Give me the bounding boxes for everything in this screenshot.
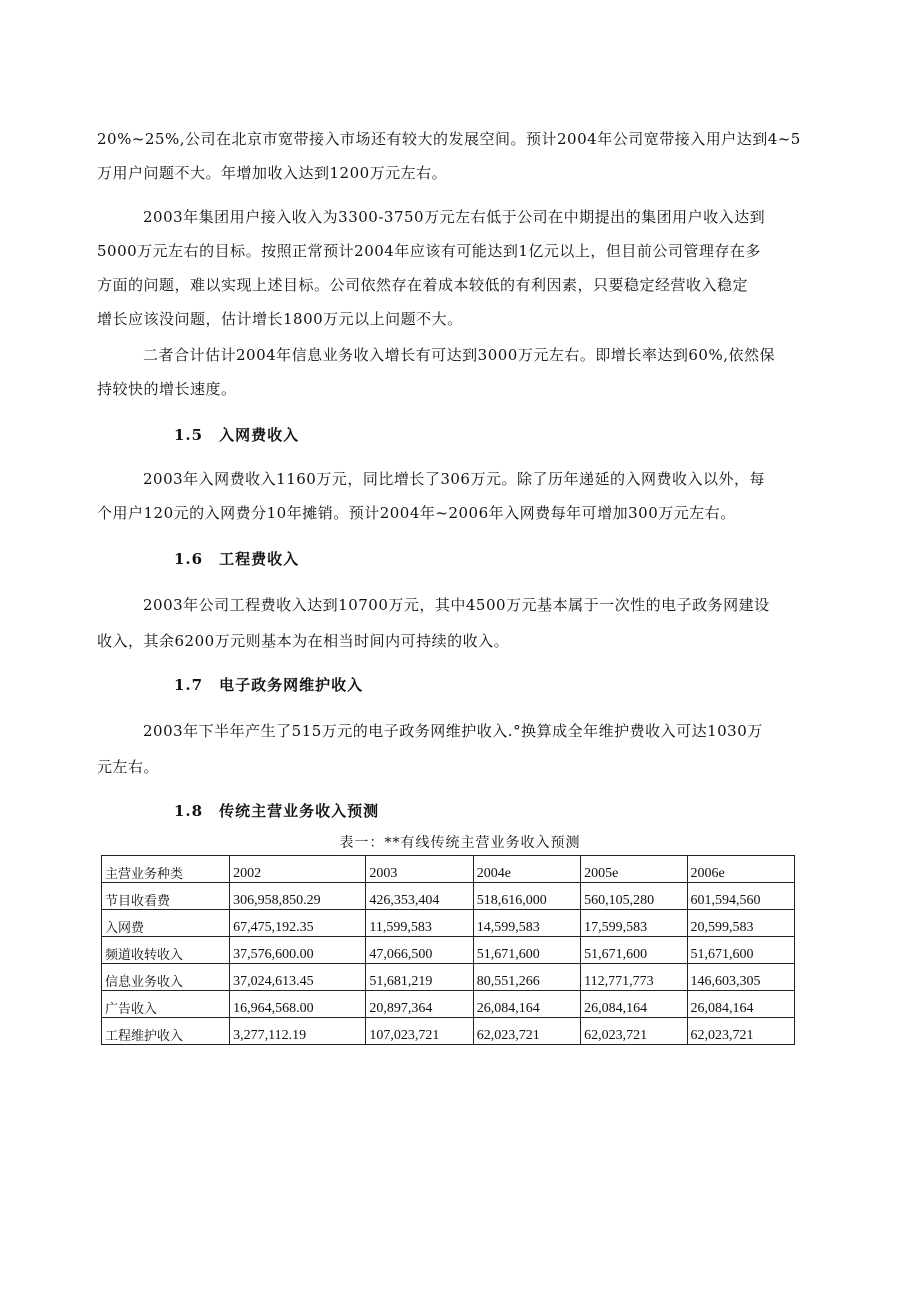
table-cell: 信息业务收入: [102, 964, 230, 991]
table-caption: 表一：**有线传统主营业务收入预测: [339, 835, 581, 851]
table-cell: 26,084,164: [687, 991, 794, 1018]
table-header-row: [102, 856, 795, 883]
table-cell: 37,576,600.00: [230, 937, 366, 964]
table-cell: 3,277,112.19: [230, 1018, 366, 1045]
header-cell: 2002: [230, 856, 366, 883]
header-cell: 2004e: [473, 856, 580, 883]
header-cell: 2003: [366, 856, 473, 883]
table-cell: 107,023,721: [366, 1018, 473, 1045]
section-heading: 1.5 入网费收入: [174, 426, 300, 444]
paragraph-line: 持较快的增长速度。: [97, 380, 237, 398]
table-cell: 频道收转收入: [102, 937, 230, 964]
paragraph-line: 个用户120元的入网费分10年摊销。预计2004年~2006年入网费每年可增加300万元左右。: [97, 504, 736, 522]
table-cell: 37,024,613.45: [230, 964, 366, 991]
paragraph-line: 二者合计估计2004年信息业务收入增长有可达到3000万元左右。即增长率达到60%,依然保: [143, 346, 775, 364]
table-cell: 601,594,560: [687, 883, 794, 910]
table-cell: 工程维护收入: [102, 1018, 230, 1045]
revenue-forecast-table: [101, 855, 795, 1045]
table-cell: 26,084,164: [581, 991, 687, 1018]
paragraph-line: 5000万元左右的目标。按照正常预计2004年应该有可能达到1亿元以上，但目前公司管理存在多: [97, 242, 761, 260]
table-row: [102, 964, 795, 991]
table-row: [102, 937, 795, 964]
table-cell: 51,681,219: [366, 964, 473, 991]
table-cell: 62,023,721: [473, 1018, 580, 1045]
paragraph-line: 20%~25%,公司在北京市宽带接入市场还有较大的发展空间。预计2004年公司宽带接入用户达到4~5: [97, 130, 801, 148]
table-cell: 51,671,600: [581, 937, 687, 964]
header-cell: 主营业务种类: [102, 856, 230, 883]
table-cell: 26,084,164: [473, 991, 580, 1018]
table-cell: 20,599,583: [687, 910, 794, 937]
table-row: [102, 883, 795, 910]
section-heading: 1.6 工程费收入: [174, 550, 300, 568]
section-heading: 1.8 传统主营业务收入预测: [174, 802, 380, 820]
header-cell: 2005e: [581, 856, 687, 883]
paragraph-line: 2003年集团用户接入收入为3300-3750万元左右低于公司在中期提出的集团用户收入达到: [143, 208, 766, 226]
table-row: [102, 1018, 795, 1045]
paragraph-line: 2003年入网费收入1160万元，同比增长了306万元。除了历年递延的入网费收入以外，每: [143, 470, 765, 488]
paragraph-line: 方面的问题，难以实现上述目标。公司依然存在着成本较低的有利因素，只要稳定经营收入稳定: [97, 276, 749, 294]
paragraph-line: 元左右。: [97, 758, 160, 776]
table-cell: 146,603,305: [687, 964, 794, 991]
table-cell: 306,958,850.29: [230, 883, 366, 910]
table-cell: 62,023,721: [687, 1018, 794, 1045]
header-cell: 2006e: [687, 856, 794, 883]
table-cell: 67,475,192.35: [230, 910, 366, 937]
paragraph-line: 万用户问题不大。年增加收入达到1200万元左右。: [97, 164, 448, 182]
table-cell: 47,066,500: [366, 937, 473, 964]
table-cell: 426,353,404: [366, 883, 473, 910]
table-cell: 518,616,000: [473, 883, 580, 910]
paragraph-line: 收入，其余6200万元则基本为在相当时间内可持续的收入。: [97, 632, 510, 650]
table-cell: 51,671,600: [687, 937, 794, 964]
table-cell: 560,105,280: [581, 883, 687, 910]
table-row: [102, 910, 795, 937]
table-cell: 62,023,721: [581, 1018, 687, 1045]
table-row: [102, 991, 795, 1018]
table-cell: 节目收看费: [102, 883, 230, 910]
section-heading: 1.7 电子政务网维护收入: [174, 676, 364, 694]
table-cell: 广告收入: [102, 991, 230, 1018]
table-cell: 20,897,364: [366, 991, 473, 1018]
table-cell: 17,599,583: [581, 910, 687, 937]
table-cell: 入网费: [102, 910, 230, 937]
paragraph-line: 2003年下半年产生了515万元的电子政务网维护收入.°换算成全年维护费收入可达1030万: [143, 722, 763, 740]
paragraph-line: 增长应该没问题，估计增长1800万元以上问题不大。: [97, 310, 463, 328]
table-cell: 80,551,266: [473, 964, 580, 991]
table-cell: 14,599,583: [473, 910, 580, 937]
table-cell: 11,599,583: [366, 910, 473, 937]
table-cell: 112,771,773: [581, 964, 687, 991]
table-cell: 16,964,568.00: [230, 991, 366, 1018]
paragraph-line: 2003年公司工程费收入达到10700万元，其中4500万元基本属于一次性的电子政务网建设: [143, 596, 770, 614]
table-cell: 51,671,600: [473, 937, 580, 964]
